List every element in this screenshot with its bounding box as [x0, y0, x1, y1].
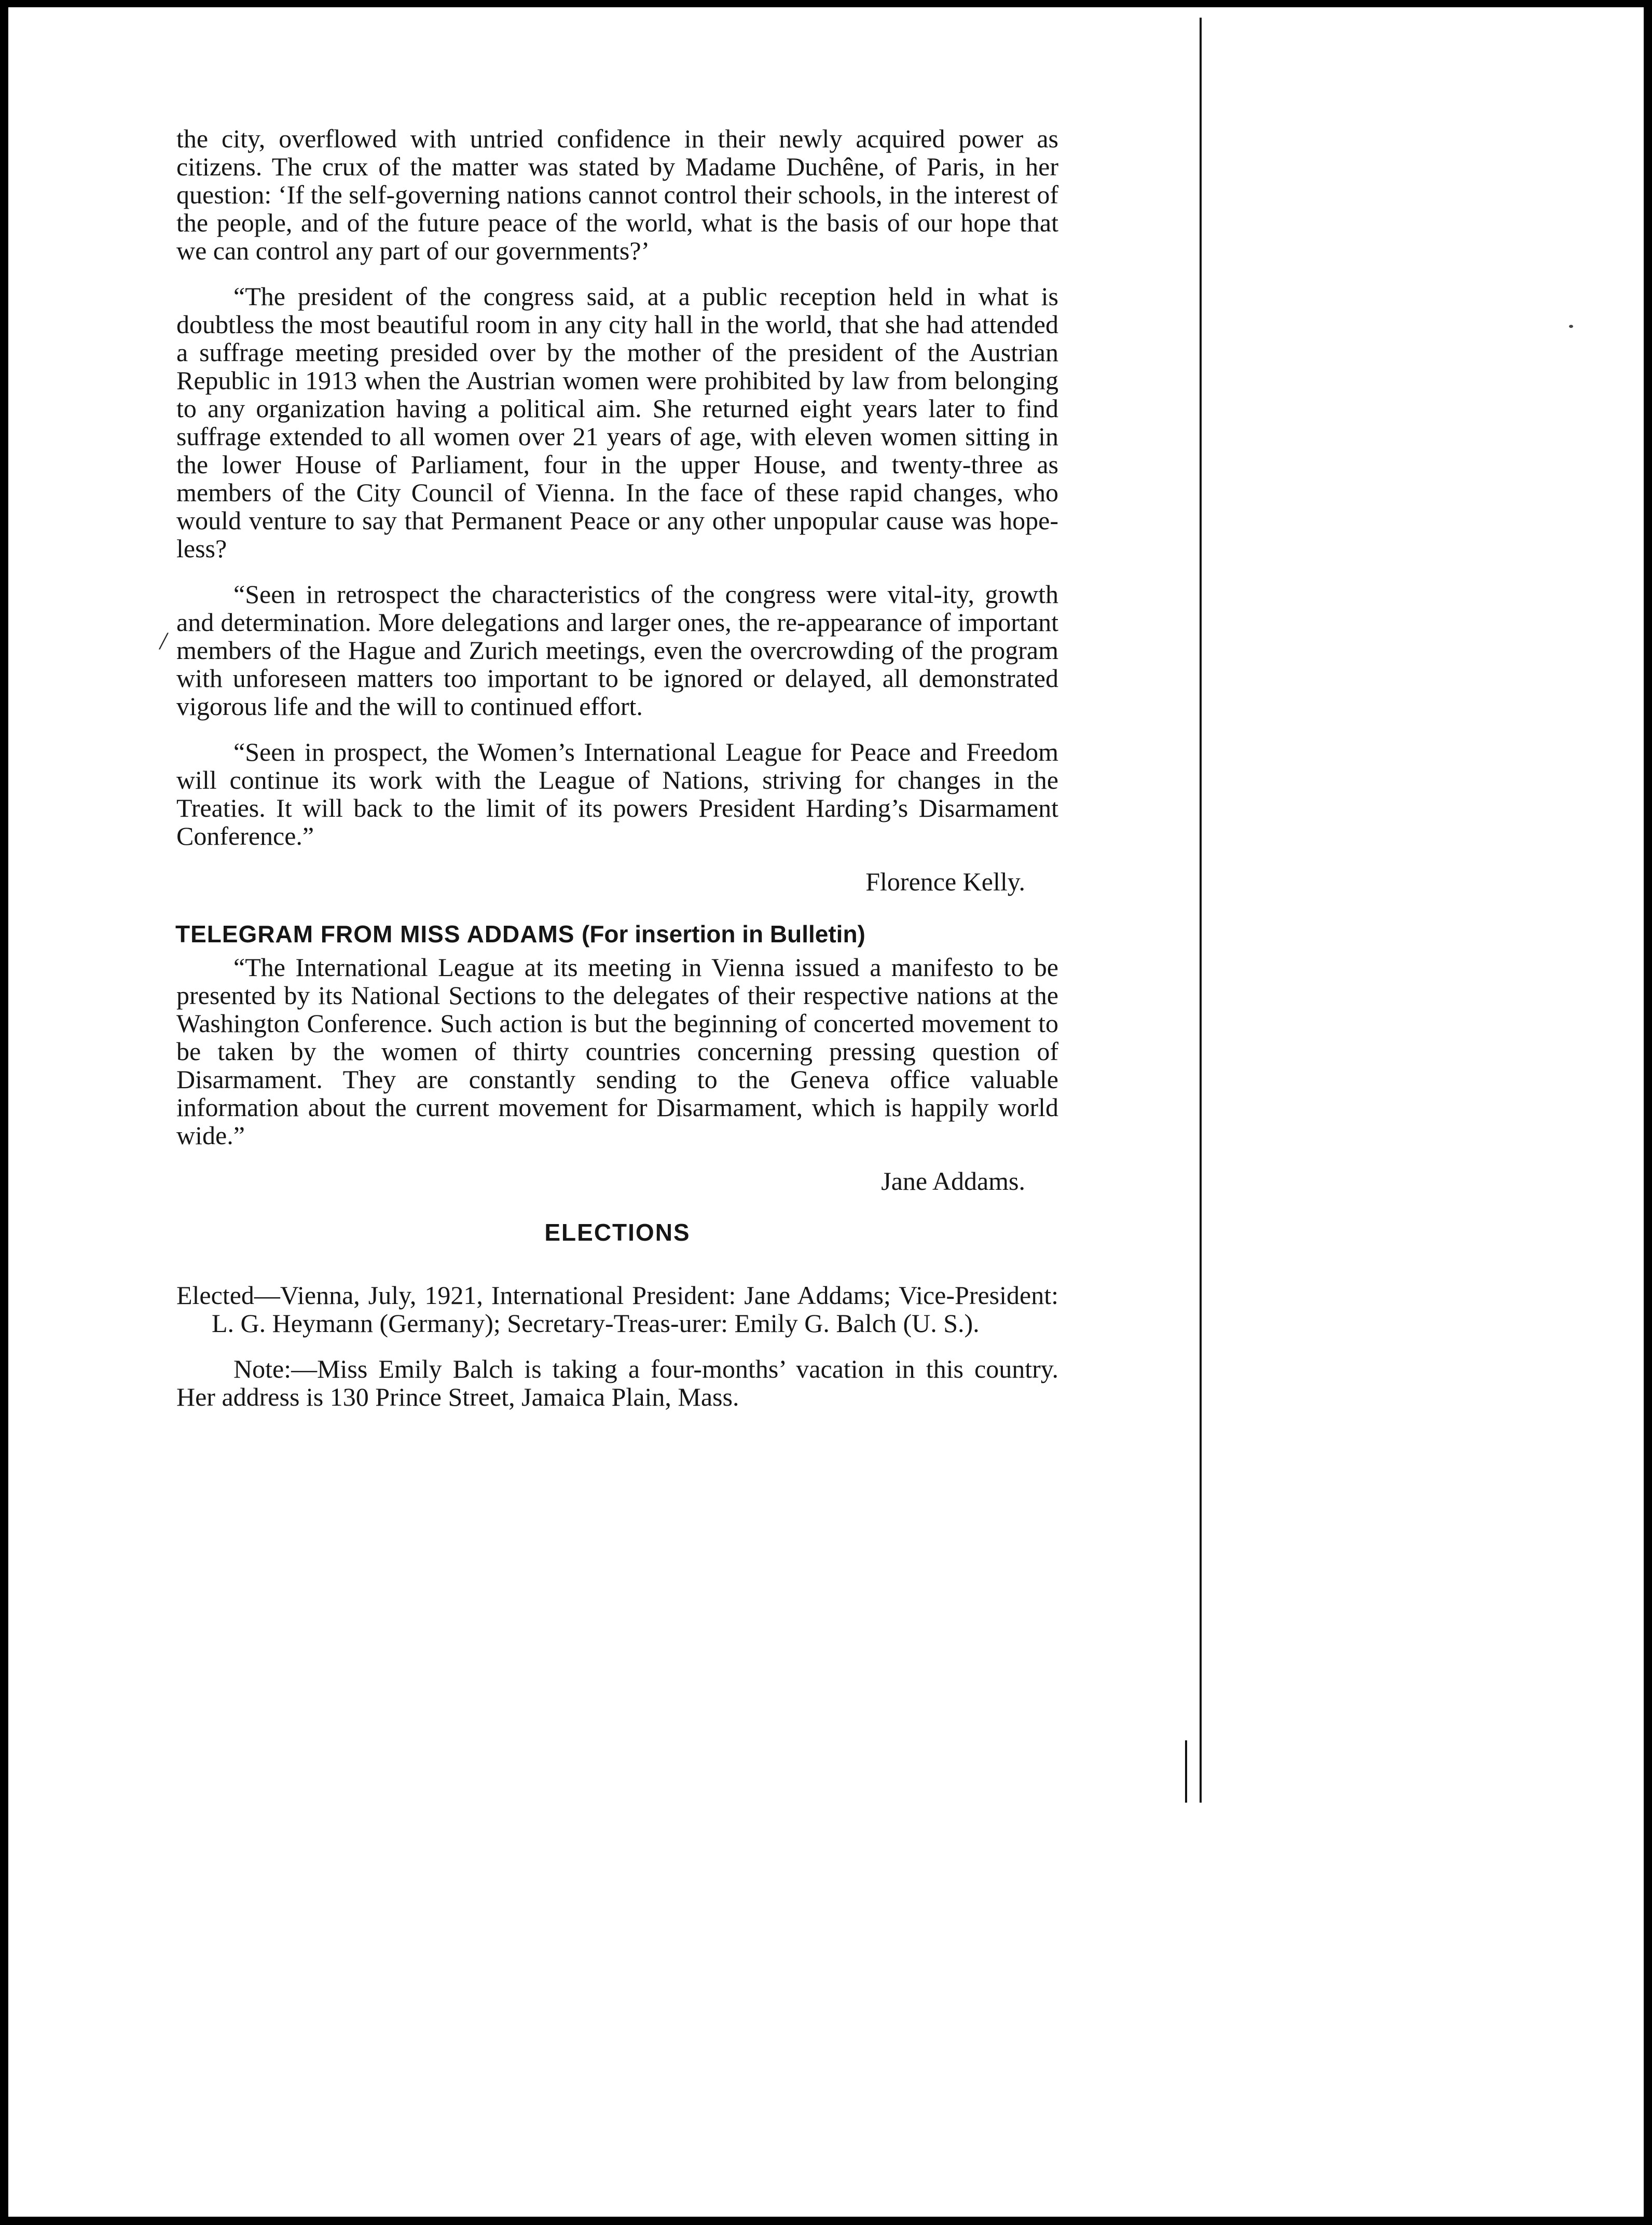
facing-page-edge-lower [1185, 1740, 1187, 1803]
section-heading-telegram [175, 918, 1058, 949]
paragraph-retrospect: “Seen in retrospect the characteristics of the congress were vital-ity, growth and determination. More delegations and larger ones, the re-appearance of important members of the Hague and Zurich meetings, even the overcrowding of the program with unforeseen matters too important to be ignored or delayed, all demonstrated vigorous life and the will to continued effort. [176, 580, 1058, 721]
scan-speck [1569, 325, 1573, 328]
telegram-title: TELEGRAM FROM MISS ADDAMS [175, 921, 575, 947]
paragraph-president-reception: “The president of the congress said, at a public reception held in what is doubtless the most beautiful room in any city hall in the world, that she had attended a suffrage meeting presided over by the mother of the president of the Austrian Republic in 1913 when the Austrian women were prohibited by law from belonging to any organization having a political aim. She returned eight years later to find suffrage extended to all women over 21 years of age, with eleven women sitting in the lower House of Parliament, four in the upper House, and twenty-three as members of the City Council of Vienna. In the face of these rapid changes, who would venture to say that Permanent Peace or any other unpopular cause was hope-less? [176, 282, 1058, 563]
elections-list: Elected—Vienna, July, 1921, International President: Jane Addams; Vice-President: L. G. Heymann (Germany); Secretary-Treas-urer: Emily G. Balch (U. S.). [176, 1281, 1058, 1338]
signature-florence-kelly: Florence Kelly. [865, 867, 1025, 896]
elections-note: Note:—Miss Emily Balch is taking a four-months’ vacation in this country. Her address is 130 Prince Street, Jamaica Plain, Mass. [176, 1354, 1058, 1411]
binding-tick [0, 1417, 8, 1419]
paragraph-prospect: “Seen in prospect, the Women’s International League for Peace and Freedom will continue its work with the League of Nations, striving for changes in the Treaties. It will back to the limit of its powers President Harding’s Disarmament Conference.” [176, 737, 1058, 850]
signature-jane-addams: Jane Addams. [881, 1166, 1025, 1196]
paragraph-continuation: the city, overflowed with untried confidence in their newly acquired power as citizens. The crux of the matter was stated by Madame Duchêne, of Paris, in her question: ‘If the self-governing nations cannot control their schools, in the interest of the people, and of the future peace of the world, what is the basis of our hope that we can control any part of our governments?’ [176, 124, 1058, 265]
telegram-subtitle: (For insertion in Bulletin) [582, 921, 865, 947]
section-heading-elections: ELECTIONS [544, 1219, 691, 1246]
pencil-margin-mark: / [160, 627, 167, 655]
telegram-body: “The International League at its meeting in Vienna issued a manifesto to be presented by its National Sections to the delegates of their respective nations at the Washington Conference. Such action is but the beginning of concerted movement to be taken by the women of thirty countries concerning pressing question of Disarmament. They are constantly sending to the Geneva office valuable information about the current movement for Disarmament, which is happily world wide.” [176, 953, 1058, 1150]
facing-page-edge [1200, 18, 1202, 1803]
page-text [176, 125, 1058, 1429]
